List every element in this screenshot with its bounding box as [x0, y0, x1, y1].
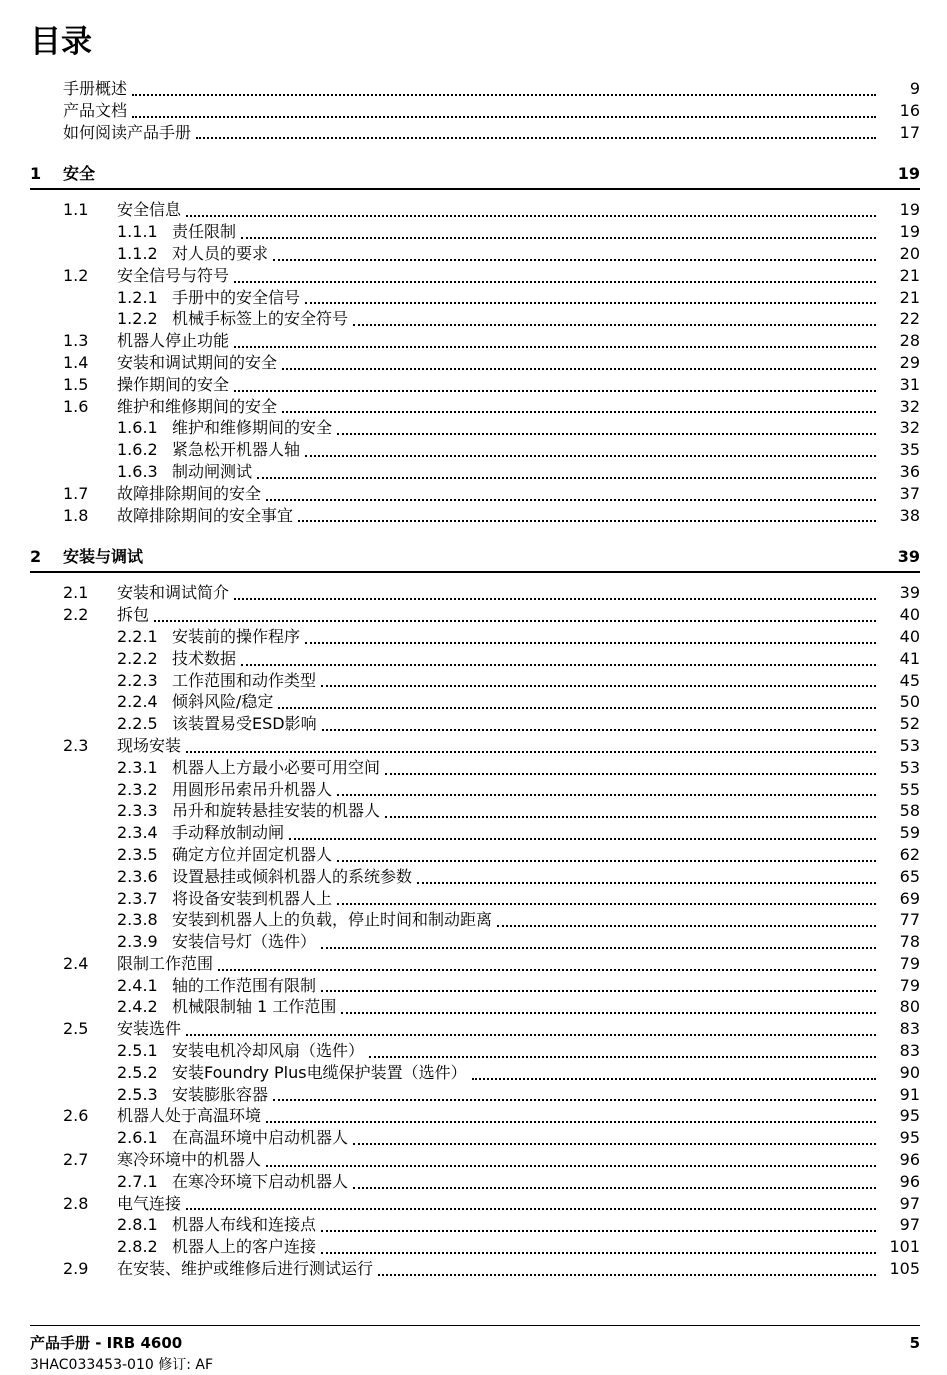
toc-entry-page: 31 — [899, 374, 920, 394]
toc-entry-page: 40 — [899, 626, 920, 646]
page-footer — [30, 1325, 920, 1375]
toc-entry-number: 2.7 — [63, 1150, 89, 1170]
toc-entry-number: 2.3.4 — [117, 823, 158, 843]
toc-entry-page: 35 — [899, 440, 920, 460]
toc-entry-page: 83 — [899, 1019, 920, 1039]
dot-leader — [132, 100, 876, 122]
toc-entry-number: 2.3 — [63, 735, 89, 755]
toc-entry-number: 1.2.1 — [117, 287, 158, 307]
toc-entry — [117, 439, 920, 461]
toc-entry — [117, 888, 920, 910]
toc-entry-label: 安装信号灯（选件） — [172, 932, 317, 952]
toc-entry-number: 1.5 — [63, 374, 89, 394]
toc-chapter-page: 39 — [897, 547, 920, 567]
toc-entry-number: 2.3.6 — [117, 866, 158, 886]
toc-entry-page: 97 — [899, 1193, 920, 1213]
toc-entry-page: 19 — [899, 222, 920, 242]
toc-entry-label: 机器人上方最小必要可用空间 — [172, 757, 381, 777]
toc-entry-label: 寒冷环境中的机器人 — [117, 1150, 262, 1170]
toc-entry — [117, 713, 920, 735]
dot-leader — [234, 374, 876, 396]
toc-entry-number: 2.2.4 — [117, 692, 158, 712]
toc-entry-page: 79 — [899, 975, 920, 995]
toc-entry-label: 倾斜风险/稳定 — [172, 692, 274, 712]
toc-entry-label: 制动闸测试 — [172, 461, 253, 481]
dot-leader — [322, 713, 876, 735]
toc-entry-label: 机械手标签上的安全符号 — [172, 309, 349, 329]
toc-entry — [63, 100, 920, 122]
dot-leader — [241, 648, 876, 670]
toc-entry-number: 1.6.2 — [117, 440, 158, 460]
toc-entry — [117, 1040, 920, 1062]
toc-entry — [63, 199, 920, 221]
toc-entry-label: 产品文档 — [63, 100, 128, 120]
toc-entry — [63, 953, 920, 975]
toc-entry — [63, 1193, 920, 1215]
dot-leader — [341, 996, 876, 1018]
toc-entry-number: 2.6 — [63, 1106, 89, 1126]
toc-entry-page: 36 — [899, 461, 920, 481]
dot-leader — [337, 779, 876, 801]
toc-chapters — [30, 163, 920, 1279]
footer-page-number: 5 — [909, 1334, 920, 1352]
toc-entry-label: 维护和维修期间的安全 — [172, 418, 333, 438]
toc-entry-page: 50 — [899, 692, 920, 712]
toc-entry — [117, 691, 920, 713]
toc-entry-number: 1.2 — [63, 265, 89, 285]
toc-entry — [117, 1084, 920, 1106]
toc-entry — [117, 243, 920, 265]
toc-entry-number: 2.5.2 — [117, 1062, 158, 1082]
dot-leader — [282, 352, 876, 374]
toc-entry-number: 2.3.7 — [117, 888, 158, 908]
toc-entry — [63, 1105, 920, 1127]
toc-entry — [63, 78, 920, 100]
toc-entry-page: 38 — [899, 505, 920, 525]
toc-entry-page: 78 — [899, 932, 920, 952]
toc-entry-number: 1.1 — [63, 200, 89, 220]
toc-entry-label: 操作期间的安全 — [117, 374, 230, 394]
toc-entry-label: 安装Foundry Plus电缆保护装置（选件） — [172, 1062, 467, 1082]
toc-entry-number: 2.8.1 — [117, 1215, 158, 1235]
toc-entry-number: 2.8.2 — [117, 1237, 158, 1257]
dot-leader — [369, 1040, 876, 1062]
dot-leader — [154, 604, 876, 626]
toc-entry — [63, 483, 920, 505]
toc-entry — [63, 352, 920, 374]
toc-entry-page: 20 — [899, 243, 920, 263]
page-title: 目录 — [30, 24, 92, 60]
toc-entry-number: 2.8 — [63, 1193, 89, 1213]
toc-entry-label: 安装到机器人上的负载，停止时间和制动距离 — [172, 910, 493, 930]
toc-entry — [63, 582, 920, 604]
toc-entry-label: 现场安装 — [117, 735, 182, 755]
toc-entry-page: 17 — [899, 122, 920, 142]
toc-entry-number: 1.6.3 — [117, 461, 158, 481]
toc-entry-page: 52 — [899, 714, 920, 734]
toc-entry-label: 机器人处于高温环境 — [117, 1106, 262, 1126]
toc-entry-page: 83 — [899, 1041, 920, 1061]
toc-entry-page: 96 — [899, 1171, 920, 1191]
toc-entry — [117, 287, 920, 309]
toc-entry-number: 2.2 — [63, 605, 89, 625]
toc-entry-label: 安装电机冷却风扇（选件） — [172, 1041, 365, 1061]
toc-entry-page: 39 — [899, 583, 920, 603]
toc-entry — [117, 866, 920, 888]
toc-entry-label: 用圆形吊索吊升机器人 — [172, 779, 333, 799]
toc-entry-number: 2.2.3 — [117, 670, 158, 690]
toc-entry-number: 2.2.5 — [117, 714, 158, 734]
toc-entry-number: 2.4 — [63, 953, 89, 973]
toc-entry-page: 32 — [899, 418, 920, 438]
dot-leader — [289, 822, 876, 844]
toc-entry — [117, 822, 920, 844]
toc-entry-page: 21 — [899, 265, 920, 285]
toc-entry — [117, 996, 920, 1018]
dot-leader — [234, 265, 876, 287]
toc-chapter-page: 19 — [897, 164, 920, 184]
toc-entry — [117, 670, 920, 692]
toc-entry-label: 技术数据 — [172, 648, 237, 668]
dot-leader — [385, 757, 876, 779]
toc-entry-number: 2.5 — [63, 1019, 89, 1039]
toc-entry-page: 96 — [899, 1150, 920, 1170]
toc-chapter-heading — [30, 546, 920, 573]
toc-chapter — [30, 163, 920, 526]
dot-leader — [417, 866, 876, 888]
toc-entry-label: 安装选件 — [117, 1019, 182, 1039]
toc-entry-number: 2.3.1 — [117, 757, 158, 777]
dot-leader — [305, 439, 876, 461]
toc-entry-label: 在安装、维护或维修后进行测试运行 — [117, 1259, 374, 1279]
dot-leader — [321, 1214, 876, 1236]
toc-entry-label: 设置悬挂或倾斜机器人的系统参数 — [172, 866, 413, 886]
dot-leader — [218, 953, 876, 975]
toc-entry-label: 故障排除期间的安全 — [117, 483, 262, 503]
toc-entry-number: 1.1.1 — [117, 222, 158, 242]
dot-leader — [273, 243, 876, 265]
footer-doc-id: 3HAC033453-010 修订: AF — [30, 1357, 214, 1373]
toc-entry — [117, 1214, 920, 1236]
toc-entry-number: 1.4 — [63, 352, 89, 372]
toc-entry-number: 2.5.1 — [117, 1041, 158, 1061]
dot-leader — [337, 888, 876, 910]
dot-leader — [266, 1149, 876, 1171]
toc-entry-number: 2.4.2 — [117, 997, 158, 1017]
dot-leader — [385, 800, 876, 822]
toc-entry-number: 2.3.3 — [117, 801, 158, 821]
dot-leader — [321, 975, 876, 997]
toc-entry-label: 安装和调试简介 — [117, 583, 230, 603]
toc-entry-label: 机器人上的客户连接 — [172, 1237, 317, 1257]
toc-entry — [117, 909, 920, 931]
toc-entry-label: 紧急松开机器人轴 — [172, 440, 301, 460]
toc-entry-number: 1.7 — [63, 483, 89, 503]
dot-leader — [234, 330, 876, 352]
dot-leader — [278, 691, 876, 713]
toc-entry-label: 限制工作范围 — [117, 953, 214, 973]
toc-entry-label: 如何阅读产品手册 — [63, 122, 192, 142]
toc-entry-page: 40 — [899, 605, 920, 625]
toc-entry-page: 53 — [899, 757, 920, 777]
toc-entry-label: 对人员的要求 — [172, 243, 269, 263]
dot-leader — [196, 122, 876, 144]
toc-entry — [117, 800, 920, 822]
toc-entry-label: 吊升和旋转悬挂安装的机器人 — [172, 801, 381, 821]
dot-leader — [266, 483, 876, 505]
toc-entry-label: 将设备安装到机器人上 — [172, 888, 333, 908]
toc-entry-number: 1.2.2 — [117, 309, 158, 329]
toc-entry-label: 故障排除期间的安全事宜 — [117, 505, 294, 525]
dot-leader — [186, 199, 876, 221]
toc-entry-page: 21 — [899, 287, 920, 307]
toc-entry-page: 29 — [899, 352, 920, 372]
toc-entry-label: 安全信息 — [117, 200, 182, 220]
toc-entry-label: 工作范围和动作类型 — [172, 670, 317, 690]
toc-entry-page: 97 — [899, 1215, 920, 1235]
dot-leader — [321, 931, 876, 953]
toc-entry-label: 安装前的操作程序 — [172, 626, 301, 646]
toc-entry — [117, 779, 920, 801]
toc-entry-number: 1.1.2 — [117, 243, 158, 263]
toc-entry-label: 安装和调试期间的安全 — [117, 352, 278, 372]
dot-leader — [186, 735, 876, 757]
toc-entry — [117, 1062, 920, 1084]
toc-entry — [63, 374, 920, 396]
toc-entry — [63, 1018, 920, 1040]
toc-entry-label: 拆包 — [117, 605, 150, 625]
toc-entry-number: 2.7.1 — [117, 1171, 158, 1191]
toc-entry-label: 手册概述 — [63, 79, 128, 98]
toc-entry-page: 58 — [899, 801, 920, 821]
toc-entry-page: 91 — [899, 1084, 920, 1104]
toc-entry-label: 机器人布线和连接点 — [172, 1215, 317, 1235]
toc-entry — [117, 844, 920, 866]
toc-entry-number: 2.3.9 — [117, 932, 158, 952]
toc-entry-page: 95 — [899, 1128, 920, 1148]
toc — [30, 78, 920, 1280]
toc-entry-page: 95 — [899, 1106, 920, 1126]
toc-entry-page: 45 — [899, 670, 920, 690]
toc-entry-label: 安全信号与符号 — [117, 265, 230, 285]
toc-entry-page: 62 — [899, 844, 920, 864]
toc-entry-label: 该装置易受ESD影响 — [172, 714, 317, 734]
toc-entry-label: 责任限制 — [172, 222, 237, 242]
toc-chapter-entries — [30, 582, 920, 1280]
toc-entry-label: 在高温环境中启动机器人 — [172, 1128, 349, 1148]
dot-leader — [321, 1236, 876, 1258]
dot-leader — [273, 1084, 876, 1106]
dot-leader — [186, 1193, 876, 1215]
toc-entry — [117, 461, 920, 483]
dot-leader — [353, 308, 876, 330]
toc-chapter-number: 2 — [30, 547, 42, 567]
toc-entry-number: 2.5.3 — [117, 1084, 158, 1104]
toc-entry-page: 16 — [899, 100, 920, 120]
dot-leader — [241, 221, 876, 243]
toc-entry-number: 2.6.1 — [117, 1128, 158, 1148]
toc-entry-page: 90 — [899, 1062, 920, 1082]
toc-chapter-heading — [30, 163, 920, 190]
toc-entry — [63, 396, 920, 418]
toc-entry-number: 2.4.1 — [117, 975, 158, 995]
toc-entry-label: 维护和维修期间的安全 — [117, 396, 278, 416]
toc-entry-number: 1.8 — [63, 505, 89, 525]
dot-leader — [472, 1062, 876, 1084]
toc-chapter-title: 安装与调试 — [63, 547, 144, 567]
toc-chapter — [30, 546, 920, 1280]
dot-leader — [266, 1105, 876, 1127]
toc-entry-page: 22 — [899, 309, 920, 329]
dot-leader — [337, 417, 876, 439]
toc-entry — [63, 505, 920, 527]
dot-leader — [132, 78, 876, 100]
dot-leader — [353, 1127, 876, 1149]
toc-entry-number: 2.2.1 — [117, 626, 158, 646]
toc-entry — [117, 417, 920, 439]
toc-chapter-title: 安全 — [63, 164, 96, 184]
toc-entry — [117, 308, 920, 330]
toc-entry-page: 32 — [899, 396, 920, 416]
toc-entry-page: 105 — [889, 1259, 920, 1279]
toc-entry — [117, 626, 920, 648]
toc-entry — [63, 1258, 920, 1280]
toc-entry-label: 在寒冷环境下启动机器人 — [172, 1171, 349, 1191]
dot-leader — [378, 1258, 876, 1280]
toc-entry-label: 确定方位并固定机器人 — [172, 844, 333, 864]
toc-chapter-number: 1 — [30, 164, 42, 184]
toc-entry — [117, 221, 920, 243]
toc-entry-page: 37 — [899, 483, 920, 503]
toc-entry-page: 80 — [899, 997, 920, 1017]
dot-leader — [186, 1018, 876, 1040]
dot-leader — [282, 396, 876, 418]
dot-leader — [257, 461, 876, 483]
toc-entry-label: 机器人停止功能 — [117, 331, 230, 351]
toc-entry-page: 65 — [899, 866, 920, 886]
toc-entry-label: 安装膨胀容器 — [172, 1084, 269, 1104]
toc-entry — [63, 604, 920, 626]
toc-entry — [63, 735, 920, 757]
toc-entry — [63, 122, 920, 144]
dot-leader — [305, 626, 876, 648]
toc-entry-number: 1.6.1 — [117, 418, 158, 438]
toc-entry-label: 机械限制轴 1 工作范围 — [172, 997, 337, 1017]
toc-entry-label: 电气连接 — [117, 1193, 182, 1213]
toc-entry — [117, 975, 920, 997]
toc-entry-page: 41 — [899, 648, 920, 668]
toc-entry-page: 9 — [909, 79, 920, 98]
toc-entry-page: 79 — [899, 953, 920, 973]
toc-entry — [63, 265, 920, 287]
toc-entry-page: 69 — [899, 888, 920, 908]
toc-entry-number: 2.9 — [63, 1259, 89, 1279]
toc-entry-page: 59 — [899, 823, 920, 843]
toc-entry-page: 55 — [899, 779, 920, 799]
toc-entry — [117, 931, 920, 953]
toc-entry — [117, 757, 920, 779]
toc-entry-number: 2.2.2 — [117, 648, 158, 668]
toc-entry — [63, 1149, 920, 1171]
toc-entry-label: 轴的工作范围有限制 — [172, 975, 317, 995]
toc-entry-page: 53 — [899, 735, 920, 755]
dot-leader — [305, 287, 876, 309]
dot-leader — [298, 505, 876, 527]
toc-entry — [117, 1236, 920, 1258]
toc-entry — [117, 1171, 920, 1193]
footer-line — [30, 1333, 920, 1353]
toc-entry-page: 101 — [889, 1237, 920, 1257]
dot-leader — [234, 582, 876, 604]
toc-entry-number: 2.3.2 — [117, 779, 158, 799]
dot-leader — [353, 1171, 876, 1193]
toc-entry-number: 1.6 — [63, 396, 89, 416]
toc-entry-number: 2.1 — [63, 583, 89, 603]
toc-entry — [117, 648, 920, 670]
toc-entry — [117, 1127, 920, 1149]
toc-entry-page: 77 — [899, 910, 920, 930]
dot-leader — [321, 670, 876, 692]
toc-entry-label: 手册中的安全信号 — [172, 287, 301, 307]
footer-manual-title: 产品手册 - IRB 4600 — [30, 1334, 183, 1352]
dot-leader — [497, 909, 876, 931]
toc-entry-page: 28 — [899, 331, 920, 351]
toc-front-matter — [30, 78, 920, 143]
toc-entry-page: 19 — [899, 200, 920, 220]
toc-entry — [63, 330, 920, 352]
toc-entry-number: 2.3.5 — [117, 844, 158, 864]
toc-entry-label: 手动释放制动闸 — [172, 823, 285, 843]
toc-entry-number: 2.3.8 — [117, 910, 158, 930]
dot-leader — [337, 844, 876, 866]
toc-chapter-entries — [30, 199, 920, 526]
toc-entry-number: 1.3 — [63, 331, 89, 351]
